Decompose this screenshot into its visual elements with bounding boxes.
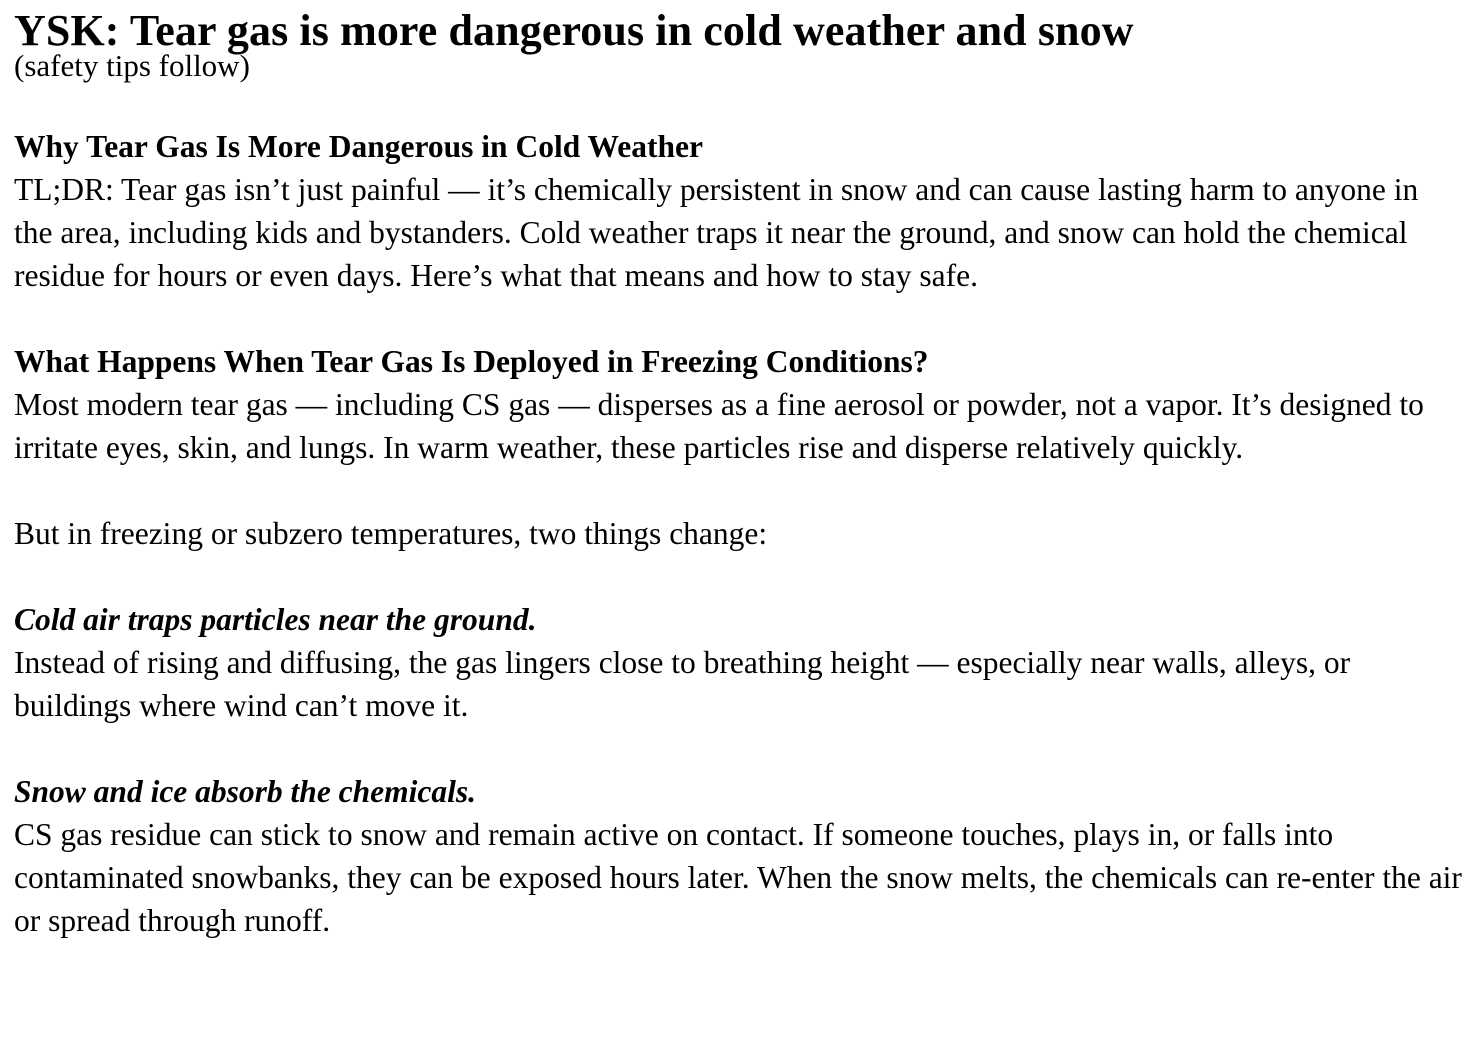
section-heading-freezing-conditions: What Happens When Tear Gas Is Deployed in Freezing Conditions? — [14, 344, 929, 379]
section-intro-two-things: But in freezing or subzero temperatures, two things change: — [14, 516, 768, 551]
page-title: YSK: Tear gas is more dangerous in cold weather and snow — [14, 6, 1134, 55]
section-body-tldr: TL;DR: Tear gas isn’t just painful — it’s chemically persistent in snow and can cause lasting harm to anyone in the area, including kids and bystanders. Cold weather traps it near the ground, and snow can hold the chemical residue for hours or even days. Here’s what that means and how to stay safe. — [14, 172, 1419, 293]
spacer — [14, 469, 1464, 512]
spacer — [14, 727, 1464, 770]
spacer — [14, 297, 1464, 340]
point-body-cold-air: Instead of rising and diffusing, the gas lingers close to breathing height — especially near walls, alleys, or buildings where wind can’t move it. — [14, 645, 1351, 723]
point-body-snow-ice: CS gas residue can stick to snow and remain active on contact. If someone touches, plays in, or falls into contaminated snowbanks, they can be exposed hours later. When the snow melts, the chemicals can re-enter the air or spread through runoff. — [14, 817, 1462, 938]
spacer — [14, 82, 1464, 125]
document-page — [14, 0, 1464, 942]
section-body-aerosol: Most modern tear gas — including CS gas — disperses as a fine aerosol or powder, not a vapor. It’s designed to irritate eyes, skin, and lungs. In warm weather, these particles rise and disperse relatively quickly. — [14, 387, 1424, 465]
page-subtitle: (safety tips follow) — [14, 48, 250, 83]
spacer — [14, 555, 1464, 598]
section-heading-cold-weather: Why Tear Gas Is More Dangerous in Cold Weather — [14, 129, 703, 164]
point-heading-snow-ice: Snow and ice absorb the chemicals. — [14, 774, 477, 809]
point-heading-cold-air: Cold air traps particles near the ground. — [14, 602, 537, 637]
